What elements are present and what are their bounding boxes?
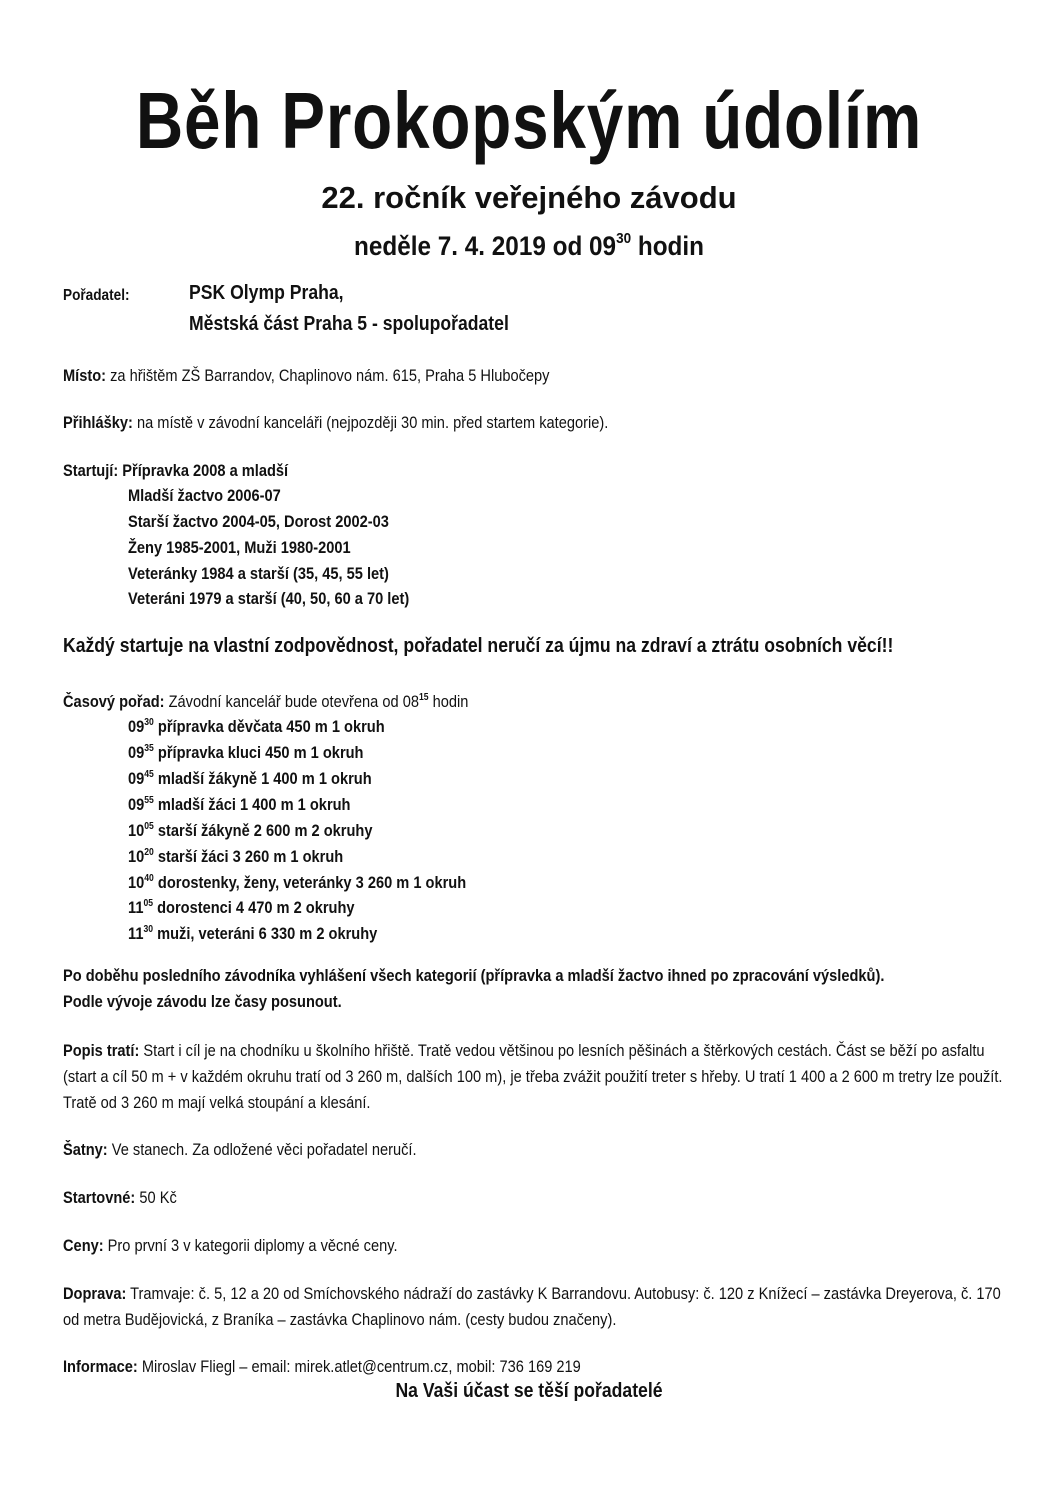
organizer-label: Pořadatel: [63, 287, 130, 304]
registration-paragraph [63, 410, 608, 436]
schedule-item [128, 917, 377, 947]
date-minutes: 30 [616, 230, 632, 247]
schedule-race: přípravka děvčata 450 m 1 okruh [153, 717, 385, 736]
place-paragraph [63, 363, 549, 389]
transport-paragraph [63, 1281, 1011, 1333]
fee-paragraph [63, 1185, 177, 1211]
page-title: Běh Prokopským údolím [135, 76, 923, 165]
schedule-label: Časový pořad: [63, 692, 165, 711]
starters-first-line [63, 458, 288, 484]
schedule-hour: 10 [128, 873, 145, 892]
starters-category: Starší žactvo 2004-05, Dorost 2002-03 [128, 512, 389, 531]
starters-category: Ženy 1985-2001, Muži 1980-2001 [128, 538, 351, 557]
schedule-hour: 11 [128, 924, 144, 943]
place-label: Místo: [63, 366, 107, 385]
closing-line: Na Vaši účast se těší pořadatelé [395, 1380, 663, 1402]
schedule-minutes: 40 [144, 873, 154, 884]
schedule-race: přípravka kluci 450 m 1 okruh [153, 743, 364, 762]
schedule-hour: 10 [128, 821, 145, 840]
starters-category: Veteráni 1979 a starší (40, 50, 60 a 70 let) [128, 589, 410, 608]
schedule-minutes: 55 [144, 795, 154, 806]
office-open-text: Závodní kancelář bude otevřena od 08 [164, 692, 419, 711]
fee-text: 50 Kč [135, 1188, 177, 1207]
schedule-race: mladší žáci 1 400 m 1 okruh [153, 795, 351, 814]
registration-label: Přihlášky: [63, 413, 133, 432]
dressing-paragraph [63, 1137, 417, 1163]
awards-note-line-1: Po doběhu posledního závodníka vyhlášení všech kategorií (přípravka a mladší žactvo ihned po zpracování výsledků). [63, 966, 885, 985]
schedule-race: starší žákyně 2 600 m 2 okruhy [153, 821, 373, 840]
info-paragraph [63, 1354, 581, 1380]
dressing-label: Šatny: [63, 1140, 108, 1159]
info-label: Informace: [63, 1357, 138, 1376]
date-suffix: hodin [631, 231, 704, 261]
organizer-line-1: PSK Olymp Praha, [189, 282, 344, 304]
dressing-text: Ve stanech. Za odložené věci pořadatel neručí. [107, 1140, 417, 1159]
tracks-label: Popis tratí: [63, 1041, 140, 1060]
tracks-text: Start i cíl je na chodníku u školního hřiště. Tratě vedou většinou po lesních pěšinách a štěrkových cestách. Část se běží po asfaltu (start a cíl 50 m + v každém okruhu tratí od 3 260 m, dalších 100 m), je třeba zvážit použití treter s hřeby. U tratí 1 400 a 2 600 m tretry lze použít. Tratě od 3 260 m mají velká stoupání a klesání. [63, 1041, 1003, 1112]
starters-first-category: Přípravka 2008 a mladší [118, 461, 289, 480]
fee-label: Startovné: [63, 1188, 136, 1207]
prizes-label: Ceny: [63, 1236, 104, 1255]
schedule-minutes: 05 [144, 821, 154, 832]
schedule-minutes: 20 [144, 847, 154, 858]
schedule-race: mladší žákyně 1 400 m 1 okruh [153, 769, 372, 788]
edition-subtitle: 22. ročník veřejného závodu [321, 180, 737, 215]
schedule-minutes: 35 [144, 743, 154, 754]
registration-text: na místě v závodní kanceláři (nejpozději 30 min. před startem kategorie). [132, 413, 609, 432]
schedule-minutes: 45 [144, 769, 154, 780]
starters-category: Mladší žactvo 2006-07 [128, 486, 281, 505]
awards-note-line-2: Podle vývoje závodu lze časy posunout. [63, 992, 342, 1011]
schedule-hour: 09 [128, 795, 145, 814]
event-date [53, 222, 1005, 263]
office-open-suffix: hodin [428, 692, 469, 711]
schedule-race: dorostenci 4 470 m 2 okruhy [153, 898, 355, 917]
starters-label: Startují: [63, 461, 119, 480]
organizer-line-2: Městská část Praha 5 - spolupořadatel [189, 313, 509, 335]
starters-category: Veteránky 1984 a starší (35, 45, 55 let) [128, 564, 389, 583]
schedule-race: dorostenky, ženy, veteránky 3 260 m 1 okruh [153, 873, 467, 892]
place-text: za hřištěm ZŠ Barrandov, Chaplinovo nám. 615, Praha 5 Hlubočepy [106, 366, 550, 385]
office-open-minutes: 15 [418, 692, 429, 703]
schedule-hour: 09 [128, 769, 145, 788]
schedule-hour: 10 [128, 847, 145, 866]
tracks-paragraph [63, 1038, 1011, 1116]
info-text: Miroslav Fliegl – email: mirek.atlet@centrum.cz, mobil: 736 169 219 [137, 1357, 581, 1376]
schedule-minutes: 30 [144, 717, 154, 728]
schedule-hour: 11 [128, 898, 144, 917]
schedule-race: starší žáci 3 260 m 1 okruh [153, 847, 344, 866]
responsibility-warning: Každý startuje na vlastní zodpovědnost, pořadatel neručí za újmu na zdraví a ztrátu osobních věcí!! [63, 635, 894, 657]
prizes-text: Pro první 3 v kategorii diplomy a věcné ceny. [103, 1236, 398, 1255]
schedule-hour: 09 [128, 717, 145, 736]
schedule-race: muži, veteráni 6 330 m 2 okruhy [153, 924, 378, 943]
transport-label: Doprava: [63, 1284, 127, 1303]
schedule-hour: 09 [128, 743, 145, 762]
transport-text: Tramvaje: č. 5, 12 a 20 od Smíchovského nádraží do zastávky K Barrandovu. Autobusy: č. 120 z Knížecí – zastávka Dreyerova, č. 170 od metra Budějovická, z Braníka – zastávka Chaplinovo nám. (cesty budou značeny). [63, 1284, 1001, 1329]
schedule-minutes: 30 [143, 924, 154, 935]
schedule-minutes: 05 [143, 898, 154, 909]
date-prefix: neděle 7. 4. 2019 od 09 [354, 231, 617, 261]
prizes-paragraph [63, 1233, 398, 1259]
